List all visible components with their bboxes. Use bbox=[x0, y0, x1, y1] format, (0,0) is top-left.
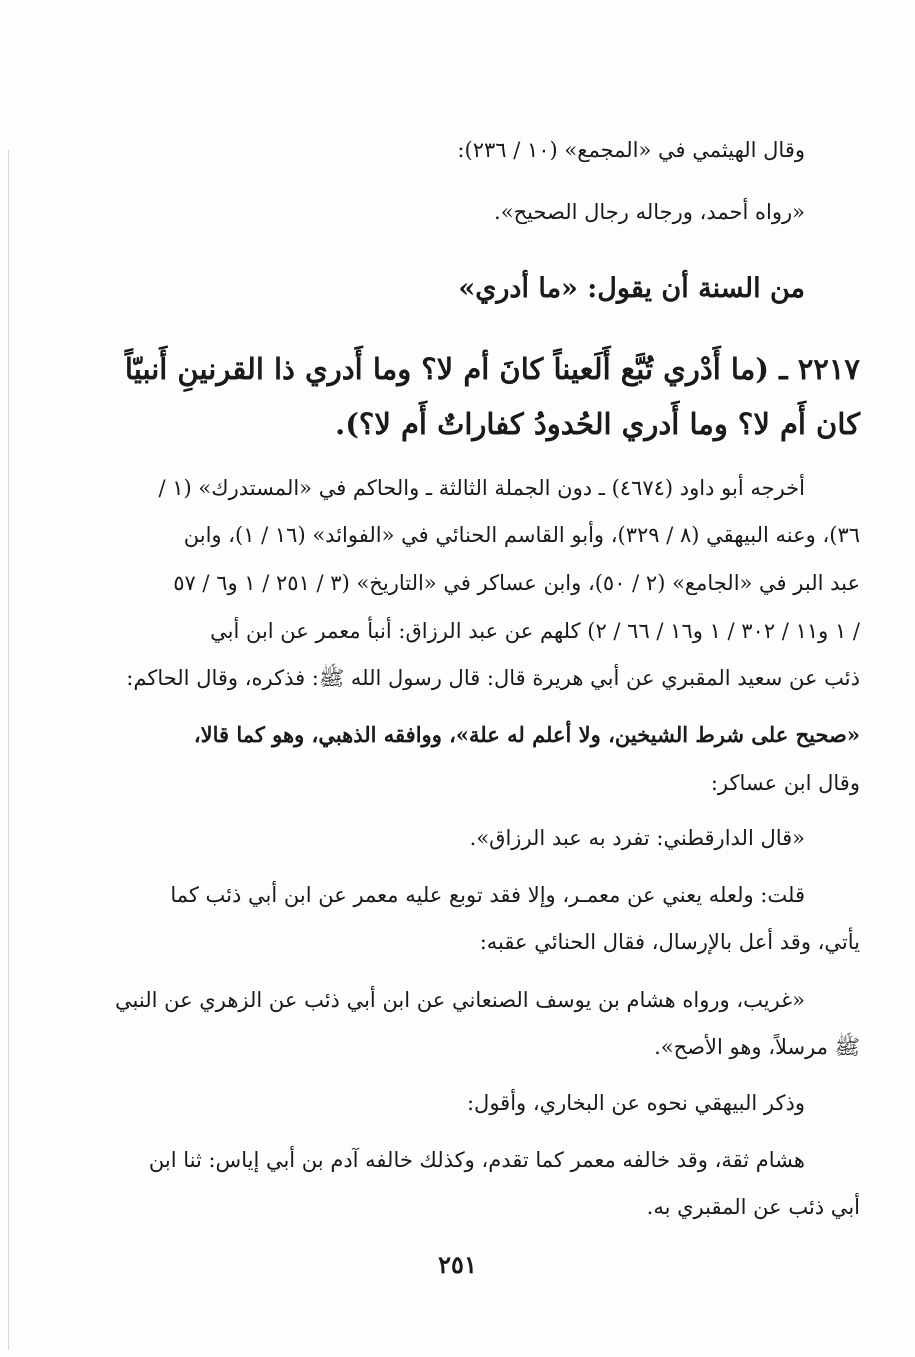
gharib-line-2: ﷺ مرسلاً، وهو الأصح». bbox=[654, 1035, 860, 1059]
takhrij-line-2: ٣٦)، وعنه البيهقي (٨ / ٣٢٩)، وأبو القاسم الحنائي في «الفوائد» (١٦ / ١)، وابن bbox=[183, 523, 860, 547]
takhrij-line-1: أخرجه أبو داود (٤٦٧٤) ـ دون الجملة الثالثة ـ والحاكم في «المستدرك» (١ / bbox=[158, 476, 805, 500]
hisham-line-2: أبي ذئب عن المقبري به. bbox=[646, 1195, 860, 1219]
hadith-line-2: كان أَم لا؟ وما أَدري الحُدودُ كفاراتٌ أَم لا؟). bbox=[335, 407, 860, 441]
hadith-line-1: ٢٢١٧ ـ (ما أَدْري تُبَّع أَلَعيناً كانَ أم لا؟ وما أَدري ذا القرنينِ أَنبيّاً bbox=[124, 352, 860, 386]
qultu-line-1: قلت: ولعله يعني عن معمـر، وإلا فقد توبع عليه معمر عن ابن أبي ذئب كما bbox=[170, 883, 805, 907]
section-heading: من السنة أن يقول: «ما أدري» bbox=[458, 273, 805, 304]
page-number: ٢٥١ bbox=[438, 1250, 477, 1279]
takhrij-line-4: / ١ و١١ / ٣٠٢ / ١ و١٦ / ٦٦ / ٢) كلهم عن عبد الرزاق: أنبأ معمر عن ابن أبي bbox=[210, 619, 860, 643]
takhrij-line-3: عبد البر في «الجامع» (٢ / ٥٠)، وابن عساكر في «التاريخ» (٣ / ٢٥١ / ١ و٦ / ٥٧ bbox=[173, 571, 860, 595]
gharib-line-1: «غريب، ورواه هشام بن يوسف الصنعاني عن ابن أبي ذئب عن الزهري عن النبي bbox=[115, 988, 805, 1012]
intro-line-2: «رواه أحمد، ورجاله رجال الصحيح». bbox=[494, 200, 805, 224]
hisham-line-1: هشام ثقة، وقد خالفه معمر كما تقدم، وكذلك خالفه آدم بن أبي إياس: ثنا ابن bbox=[148, 1148, 805, 1172]
page-edge-shadow bbox=[8, 150, 9, 1350]
hakim-quote-line-1: «صحيح على شرط الشيخين، ولا أعلم له علة»، ووافقه الذهبي، وهو كما قالا، bbox=[193, 722, 860, 747]
qultu-line-2: يأتي، وقد أعل بالإرسال، فقال الحنائي عقبه: bbox=[479, 930, 860, 954]
daraqutni-quote: «قال الدارقطني: تفرد به عبد الرزاق». bbox=[469, 826, 805, 850]
hakim-quote-line-2: وقال ابن عساكر: bbox=[710, 771, 860, 795]
bayhaqi-note: وذكر البيهقي نحوه عن البخاري، وأقول: bbox=[466, 1091, 805, 1115]
takhrij-line-5: ذئب عن سعيد المقبري عن أبي هريرة قال: قال رسول الله ﷺ: فذكره، وقال الحاكم: bbox=[126, 666, 860, 690]
intro-line-1: وقال الهيثمي في «المجمع» (١٠ / ٢٣٦): bbox=[457, 138, 805, 162]
